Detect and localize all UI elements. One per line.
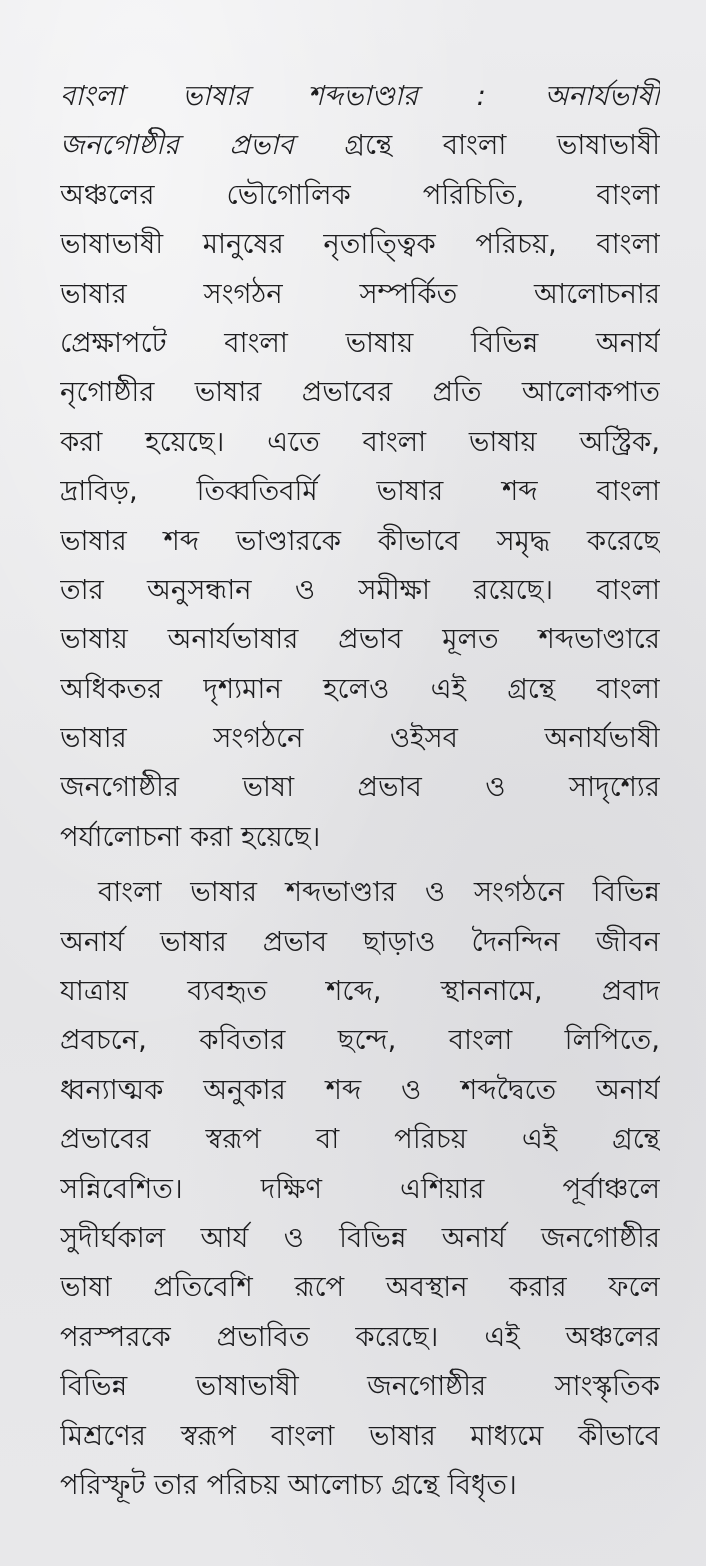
text-line: প্রবচনে, কবিতার ছন্দে, বাংলা লিপিতে, [60, 1024, 660, 1057]
paragraph-1 [60, 72, 660, 862]
book-description [60, 72, 660, 1510]
text-line: ভাষার শব্দ ভাণ্ডারকে কীভাবে সমৃদ্ধ করেছে [60, 524, 660, 557]
paragraph-2 [60, 868, 660, 1510]
text-line: প্রেক্ষাপটে বাংলা ভাষায় বিভিন্ন অনার্য [60, 326, 660, 359]
text-line: পরস্পরকে প্রভাবিত করেছে। এই অঞ্চলের [60, 1320, 660, 1353]
text-line: সুদীর্ঘকাল আর্য ও বিভিন্ন অনার্য জনগোষ্ঠীর [60, 1221, 660, 1254]
book-title: বাংলা ভাষার শব্দভাণ্ডার : অনার্যভাষী [60, 80, 660, 112]
text-line: দ্রাবিড়, তিব্বতিবর্মি ভাষার শব্দ বাংলা [60, 475, 660, 508]
text-line: নৃগোষ্ঠীর ভাষার প্রভাবের প্রতি আলোকপাত [60, 376, 660, 409]
text-line: অধিকতর দৃশ্যমান হলেও এই গ্রন্থে বাংলা [60, 672, 660, 705]
text-line: পর্যালোচনা করা হয়েছে। [60, 820, 321, 853]
text-line: ভাষার সংগঠন সম্পর্কিত আলোচনার [60, 277, 660, 310]
text-line: অনার্য ভাষার প্রভাব ছাড়াও দৈনন্দিন জীবন [60, 925, 660, 958]
text-line: ধ্বন্যাত্মক অনুকার শব্দ ও শব্দদ্বৈতে অনার্য [60, 1073, 660, 1106]
text-line: করা হয়েছে। এতে বাংলা ভাষায় অস্ট্রিক, [60, 425, 660, 458]
text-line: ভাষার সংগঠনে ওইসব অনার্যভাষী [60, 722, 660, 755]
text-line: বাংলা ভাষার শব্দভাণ্ডার ও সংগঠনে বিভিন্ন [98, 876, 660, 909]
text-line: মিশ্রণের স্বরূপ বাংলা ভাষার মাধ্যমে কীভাবে [60, 1419, 660, 1452]
text-line: প্রভাবের স্বরূপ বা পরিচয় এই গ্রন্থে [60, 1123, 660, 1156]
text-line: ভাষায় অনার্যভাষার প্রভাব মূলত শব্দভাণ্ডারে [60, 623, 660, 656]
text-line: বিভিন্ন ভাষাভাষী জনগোষ্ঠীর সাংস্কৃতিক [60, 1370, 660, 1403]
text-line [60, 121, 660, 170]
text-line: পরিস্ফূট তার পরিচয় আলোচ্য গ্রন্থে বিধৃত। [60, 1468, 517, 1501]
text-line [60, 72, 660, 121]
text-line: ভাষা প্রতিবেশি রূপে অবস্থান করার ফলে [60, 1271, 660, 1304]
text-line: তার অনুসন্ধান ও সমীক্ষা রয়েছে। বাংলা [60, 573, 660, 606]
book-title-cont: জনগোষ্ঠীর প্রভাব [60, 129, 294, 162]
text-line: অঞ্চলের ভৌগোলিক পরিচিতি, বাংলা [60, 178, 660, 211]
text-line: ভাষাভাষী মানুষের নৃতাত্ত্বিক পরিচয়, বাংলা [60, 228, 660, 261]
text-line: জনগোষ্ঠীর ভাষা প্রভাব ও সাদৃশ্যের [60, 771, 660, 804]
text-line: যাত্রায় ব্যবহৃত শব্দে, স্থাননামে, প্রবাদ [60, 975, 660, 1008]
line-text: গ্রন্থে বাংলা ভাষাভাষী [293, 129, 660, 162]
text-line: সন্নিবেশিত। দক্ষিণ এশিয়ার পূর্বাঞ্চলে [60, 1172, 660, 1205]
